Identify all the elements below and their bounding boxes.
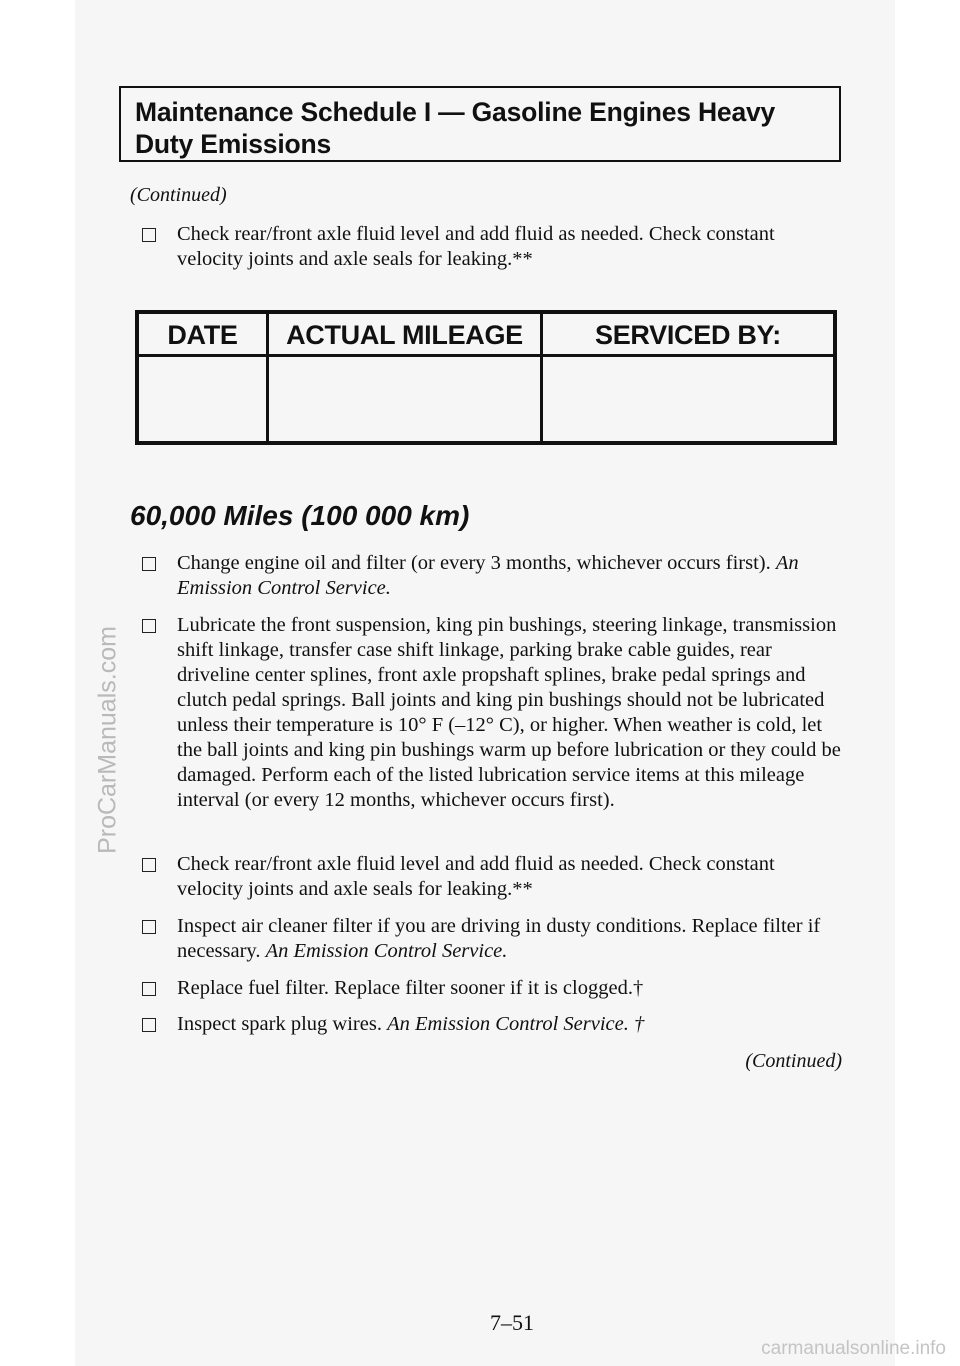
- checkbox-icon[interactable]: [142, 557, 156, 571]
- item-text: Check rear/front axle fluid level and add fluid as needed. Check constant velocity joints and axle seals for leaking.**: [177, 223, 775, 270]
- item-text: Change engine oil and filter (or every 3 months, whichever occurs first).: [177, 552, 771, 574]
- watermark-bottom: carmanualsonline.info: [761, 1338, 946, 1359]
- page-number: 7–51: [490, 1310, 534, 1335]
- item-text: Inspect air cleaner filter if you are driving in dusty conditions. Replace filter if necessary.: [177, 915, 821, 962]
- checkbox-icon[interactable]: [142, 858, 156, 872]
- checkbox-icon[interactable]: [142, 920, 156, 934]
- checklist-item: [142, 551, 842, 601]
- checkbox-icon[interactable]: [142, 982, 156, 996]
- mileage-entry-cell[interactable]: [269, 357, 540, 441]
- item-note: An Emission Control Service.: [177, 552, 799, 599]
- item-text: Inspect spark plug wires.: [177, 1013, 382, 1035]
- continued-label-top: (Continued): [130, 184, 227, 206]
- table-header-serviced-by: SERVICED BY:: [595, 320, 781, 350]
- continued-label-bottom: (Continued): [745, 1050, 842, 1072]
- item-note: An Emission Control Service. †: [387, 1013, 645, 1035]
- checklist-item: [142, 852, 842, 902]
- date-entry-cell[interactable]: [139, 357, 266, 441]
- serviced-by-entry-cell[interactable]: [543, 357, 833, 441]
- service-record-table: [135, 310, 837, 445]
- watermark-side: ProCarManuals.com: [93, 626, 122, 854]
- checklist-item: [142, 1012, 842, 1037]
- checklist-item: [142, 976, 842, 1001]
- checklist-item: [142, 914, 842, 964]
- page-title: Maintenance Schedule I — Gasoline Engines Heavy Duty Emissions: [119, 86, 841, 162]
- item-text: Replace fuel filter. Replace filter sooner if it is clogged.†: [177, 977, 644, 999]
- section-heading: 60,000 Miles (100 000 km): [130, 500, 470, 531]
- item-text: Lubricate the front suspension, king pin bushings, steering linkage, transmission shift linkage, transfer case shift linkage, parking brake cable guides, rear driveline center splines, front axle propshaft splines, brake pedal springs and clutch pedal springs. Ball joints and king pin bushings should not be lubricated unless their temperature is 10° F (–12° C), or higher. When weather is cold, let the ball joints and king pin bushings warm up before lubrication or they could be damaged. Perform each of the listed lubrication service items at this mileage interval (or every 12 months, whichever occurs first).: [177, 614, 841, 811]
- item-note: An Emission Control Service.: [265, 940, 508, 962]
- checkbox-icon[interactable]: [142, 1018, 156, 1032]
- checklist-item: [142, 613, 842, 813]
- table-header-actual-mileage: ACTUAL MILEAGE: [286, 320, 523, 350]
- checkbox-icon[interactable]: [142, 619, 156, 633]
- checklist-item: [142, 222, 842, 272]
- table-header-date: DATE: [167, 320, 238, 350]
- item-text: Check rear/front axle fluid level and add fluid as needed. Check constant velocity joints and axle seals for leaking.**: [177, 853, 775, 900]
- checkbox-icon[interactable]: [142, 228, 156, 242]
